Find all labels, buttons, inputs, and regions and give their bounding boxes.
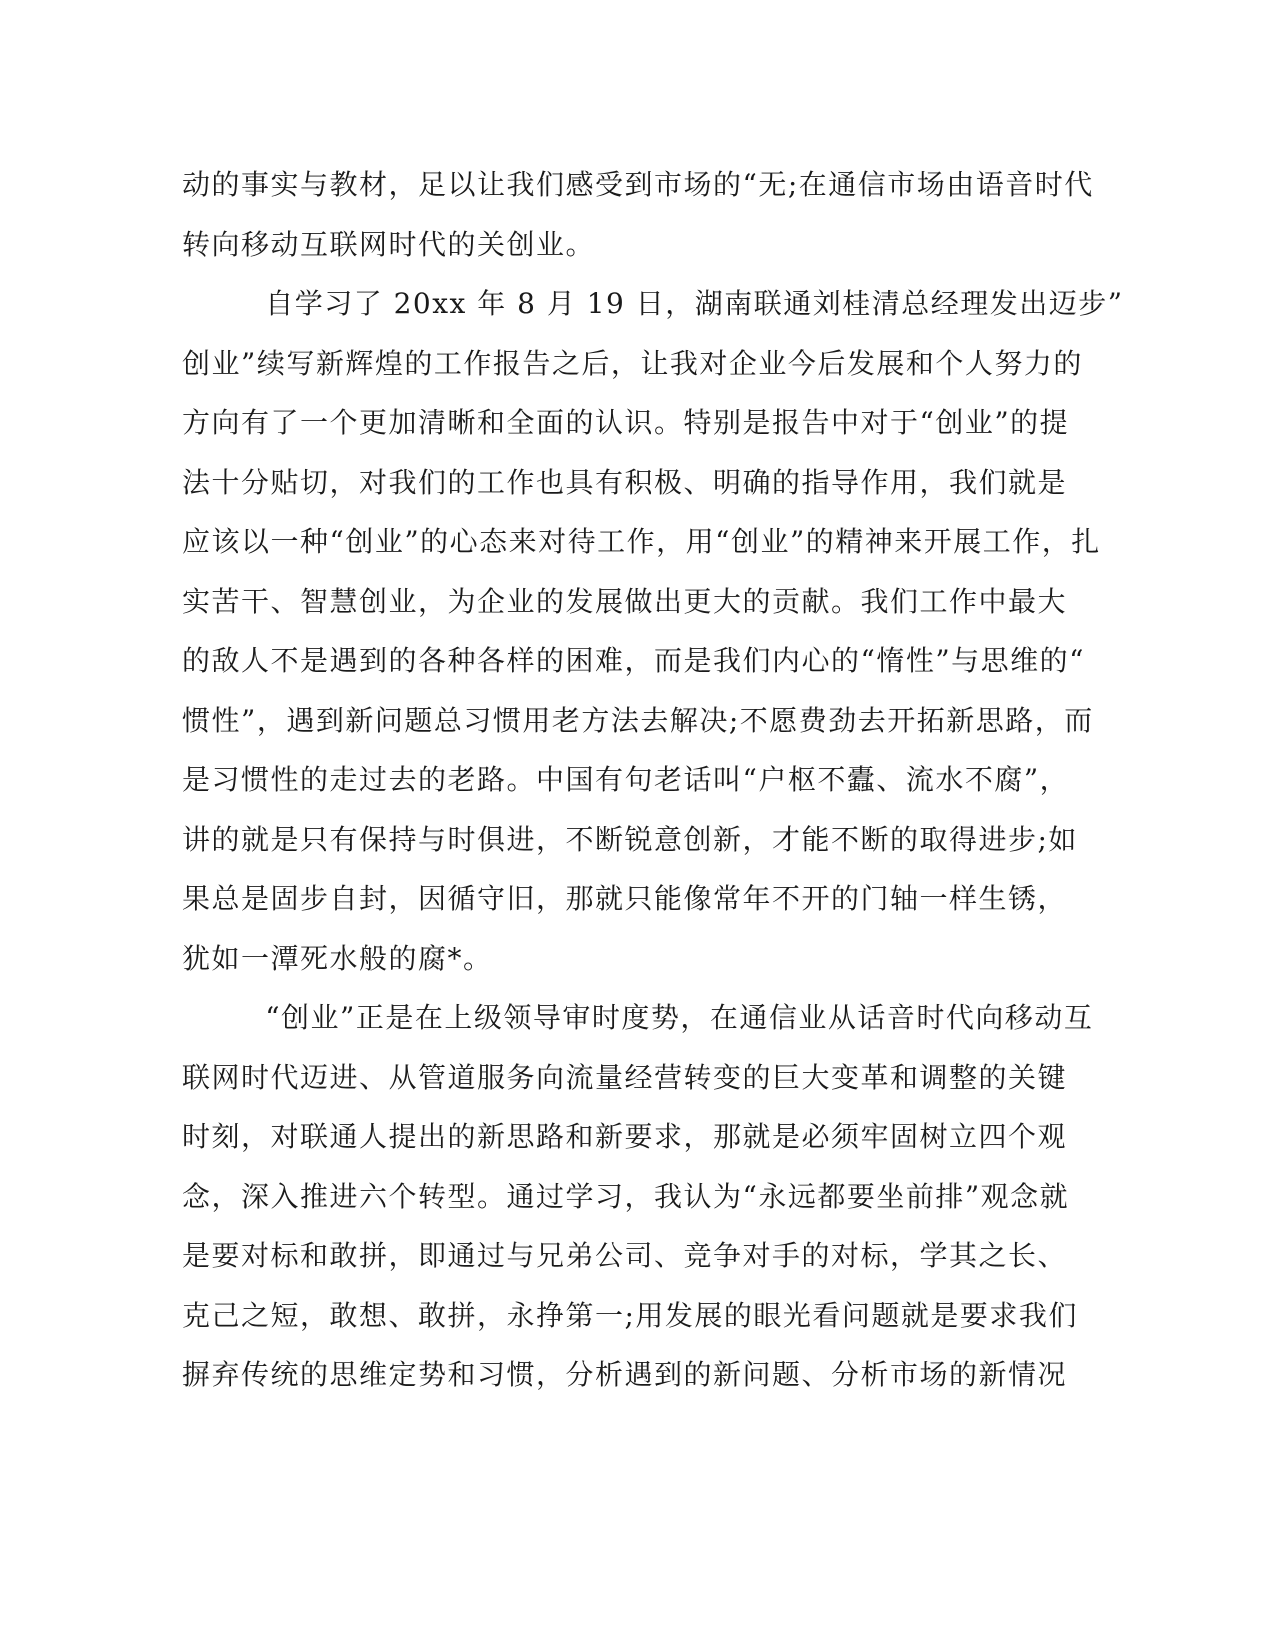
text-line: 果总是固步自封，因循守旧，那就只能像常年不开的门轴一样生锈， [182, 882, 1068, 915]
text-line: 自学习了 20xx 年 8 月 19 日，湖南联通刘桂清总经理发出迈步” [182, 287, 1124, 320]
text-line: 的敌人不是遇到的各种各样的困难，而是我们内心的“惰性”与思维的“ [182, 644, 1085, 677]
text-line: 应该以一种“创业”的心态来对待工作，用“创业”的精神来开展工作，扎 [182, 525, 1101, 558]
text-line: 联网时代迈进、从管道服务向流量经营转变的巨大变革和调整的关键 [182, 1060, 1068, 1094]
text-line: 讲的就是只有保持与时俱进，不断锐意创新，才能不断的取得进步;如 [182, 822, 1078, 856]
text-line: 实苦干、智慧创业，为企业的发展做出更大的贡献。我们工作中最大 [182, 584, 1068, 618]
text-line: 摒弃传统的思维定势和习惯，分析遇到的新问题、分析市场的新情况 [182, 1358, 1068, 1391]
text-line: “创业”正是在上级领导审时度势，在通信业从话音时代向移动互 [182, 1001, 1094, 1034]
text-line: 犹如一潭死水般的腐*。 [182, 941, 493, 975]
text-line: 是习惯性的走过去的老路。中国有句老话叫“户枢不蠹、流水不腐”， [182, 763, 1070, 796]
body-text [182, 155, 1124, 1405]
text-line: 创业”续写新辉煌的工作报告之后，让我对企业今后发展和个人努力的 [182, 346, 1083, 380]
text-line: 动的事实与教材，足以让我们感受到市场的“无;在通信市场由语音时代 [182, 168, 1094, 201]
text-line: 念，深入推进六个转型。通过学习，我认为“永远都要坐前排”观念就 [182, 1179, 1070, 1213]
text-line: 转向移动互联网时代的关创业。 [182, 227, 596, 261]
text-line: 是要对标和敢拼，即通过与兄弟公司、竞争对手的对标，学其之长、 [182, 1239, 1068, 1272]
text-line: 时刻，对联通人提出的新思路和新要求，那就是必须牢固树立四个观 [182, 1120, 1068, 1153]
text-line: 法十分贴切，对我们的工作也具有积极、明确的指导作用，我们就是 [182, 465, 1068, 499]
text-line: 克己之短，敢想、敢拼，永挣第一;用发展的眼光看问题就是要求我们 [182, 1298, 1078, 1332]
text-line: 惯性”，遇到新问题总习惯用老方法去解决;不愿费劲去开拓新思路，而 [182, 703, 1094, 737]
text-line: 方向有了一个更加清晰和全面的认识。特别是报告中对于“创业”的提 [182, 406, 1070, 439]
